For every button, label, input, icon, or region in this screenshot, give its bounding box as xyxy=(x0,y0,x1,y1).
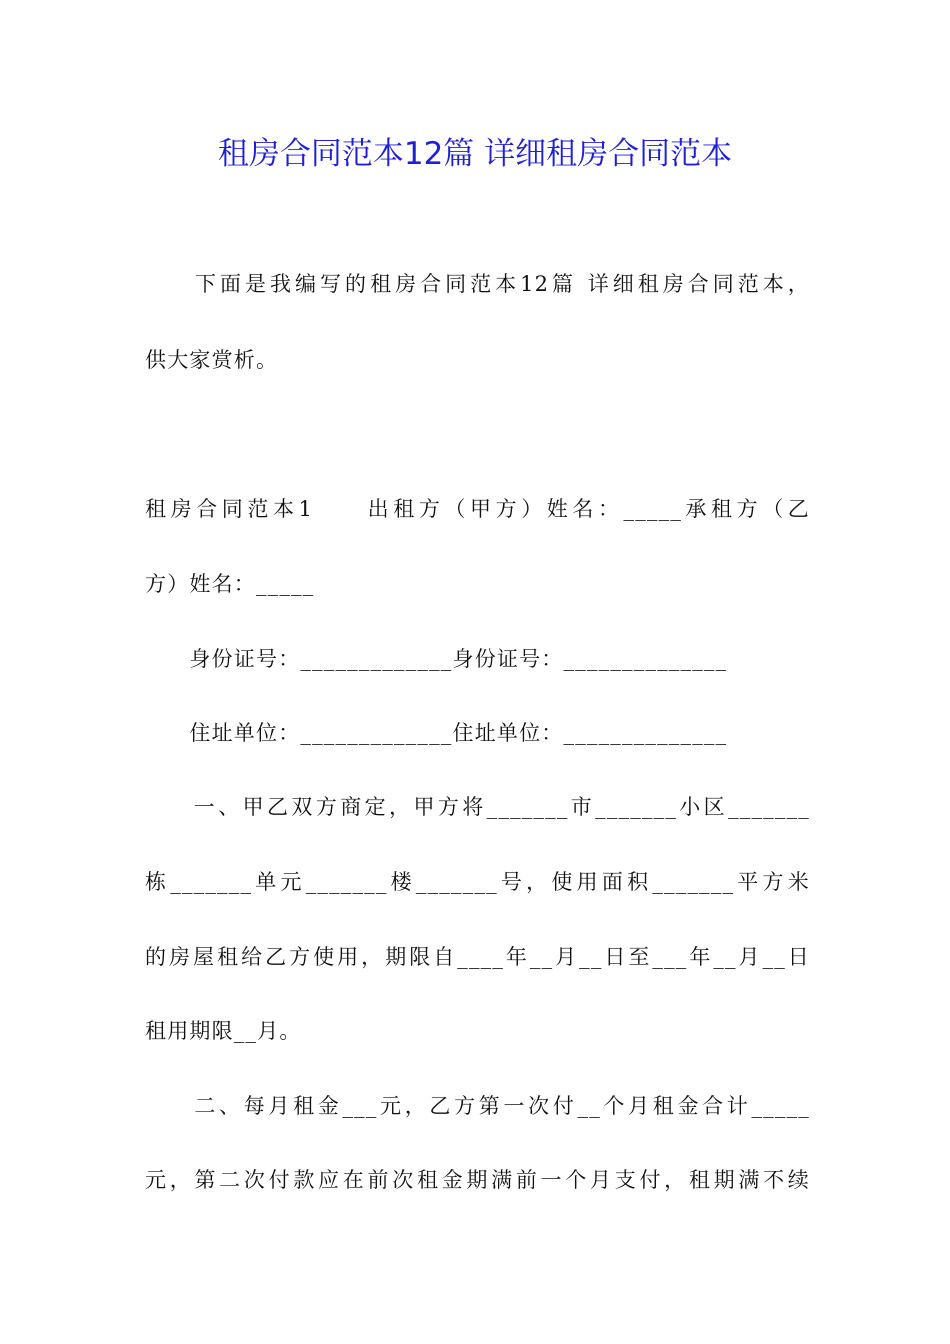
paragraph-line: 栋_______单元_______楼_______号，使用面积_______平方米 xyxy=(145,870,810,894)
paragraph-line: 供大家赏析。 xyxy=(145,348,279,372)
paragraph-line: 方）姓名：_____ xyxy=(145,572,315,596)
paragraph-line: 元，第二次付款应在前次租金期满前一个月支付，租期满不续 xyxy=(145,1168,810,1192)
document-title: 租房合同范本12篇 详细租房合同范本 xyxy=(217,136,733,172)
paragraph-line: 身份证号：_____________身份证号：______________ xyxy=(145,647,728,671)
paragraph-line: 租用期限__月。 xyxy=(145,1019,302,1043)
paragraph-line: 租房合同范本1 出租方（甲方）姓名：_____承租方（乙 xyxy=(145,497,810,521)
paragraph-line: 下面是我编写的租房合同范本12篇 详细租房合同范本， xyxy=(145,272,810,296)
paragraph-line: 住址单位：_____________住址单位：______________ xyxy=(145,721,728,745)
paragraph-line: 的房屋租给乙方使用，期限自____年__月__日至___年__月__日 xyxy=(145,945,810,969)
paragraph-line: 一、甲乙双方商定，甲方将_______市_______小区_______ xyxy=(145,795,810,819)
paragraph-line: 二、每月租金___元，乙方第一次付__个月租金合计_____ xyxy=(145,1094,810,1118)
